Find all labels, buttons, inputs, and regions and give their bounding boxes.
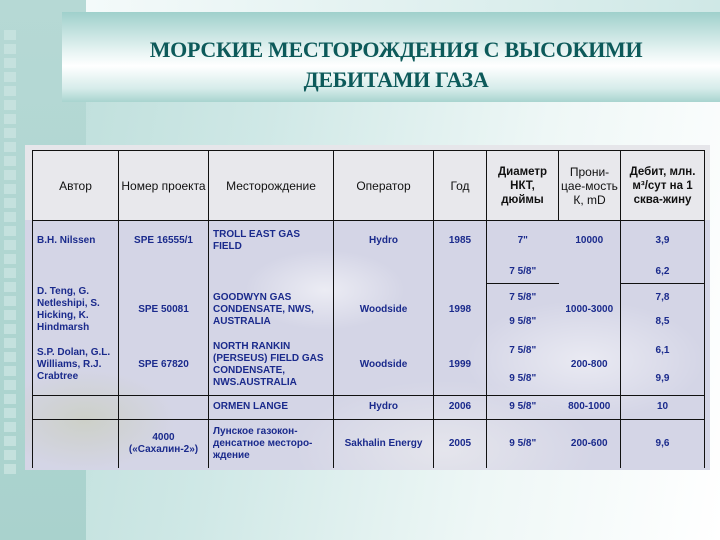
cell-rate: 3,9	[621, 221, 705, 261]
table-header-row	[33, 151, 705, 221]
cell-rate: 8,5	[655, 315, 670, 327]
cell-permeability: 10000	[559, 221, 621, 261]
cell-diameter: 9 5/8"	[487, 419, 559, 468]
cell-rate: 10	[621, 395, 705, 419]
table-row	[33, 283, 705, 336]
cell-author	[33, 419, 119, 468]
header-operator: Оператор	[334, 151, 434, 221]
header-field: Месторождение	[209, 151, 334, 221]
header-permeability: Прони-цае-мость К, mD	[559, 151, 621, 221]
cell-project: SPE 50081	[119, 283, 209, 336]
cell-field: TROLL EAST GAS FIELD	[209, 221, 334, 261]
header-year: Год	[434, 151, 487, 221]
cell-diameter: 7 5/8"	[509, 291, 537, 303]
cell-author: S.P. Dolan, G.L. Williams, R.J. Crabtree	[33, 336, 119, 395]
cell-permeability: 200-800	[559, 336, 621, 395]
cell-operator: Woodside	[334, 283, 434, 336]
cell-author: B.H. Nilssen	[33, 221, 119, 261]
top-band	[86, 0, 720, 12]
cell-year: 2005	[434, 419, 487, 468]
table-row	[33, 336, 705, 395]
cell-diameter: 9 5/8"	[487, 395, 559, 419]
cell-diameter: 7"	[487, 221, 559, 261]
cell-project: SPE 67820	[119, 336, 209, 395]
cell-author	[33, 395, 119, 419]
cell-diameter: 9 5/8"	[509, 373, 537, 385]
header-project: Номер проекта	[119, 151, 209, 221]
cell-project: SPE 16555/1	[119, 221, 209, 261]
cell-year: 1998	[434, 283, 487, 336]
cell-operator: Sakhalin Energy	[334, 419, 434, 468]
cell-field: ORMEN LANGE	[209, 395, 334, 419]
cell-rate: 6,2	[621, 261, 705, 283]
cell-field: NORTH RANKIN (PERSEUS) FIELD GAS CONDENSATE, NWS.AUSTRALIA	[209, 336, 334, 395]
table-row	[33, 419, 705, 468]
cell-project: 4000 («Сахалин-2»)	[119, 419, 209, 468]
header-diameter: Диаметр НКТ, дюймы	[487, 151, 559, 221]
table-subrow	[33, 261, 705, 283]
cell-year: 2006	[434, 395, 487, 419]
cell-operator: Woodside	[334, 336, 434, 395]
cell-operator: Hydro	[334, 395, 434, 419]
cell-field: Лунское газокон-денсатное месторо-ждение	[209, 419, 334, 468]
cell-permeability: 800-1000	[559, 395, 621, 419]
header-rate: Дебит, млн. м³/сут на 1 сква-жину	[621, 151, 705, 221]
cell-rate: 7,8	[655, 291, 670, 303]
cell-diameter: 9 5/8"	[509, 315, 537, 327]
decorative-squares	[4, 30, 22, 474]
slide-title: МОРСКИЕ МЕСТОРОЖДЕНИЯ С ВЫСОКИМИ ДЕБИТАМИ ГАЗА	[149, 37, 643, 92]
cell-author: D. Teng, G. Netleshipi, S. Hicking, K. Hindmarsh	[33, 283, 119, 336]
cell-rate: 9,6	[621, 419, 705, 468]
cell-year: 1999	[434, 336, 487, 395]
table-row	[33, 221, 705, 261]
table-row	[33, 395, 705, 419]
cell-diameter: 7 5/8"	[487, 261, 559, 283]
cell-permeability: 1000-3000	[559, 283, 621, 336]
cell-rate: 9,9	[655, 373, 670, 385]
header-author: Автор	[33, 151, 119, 221]
cell-project	[119, 395, 209, 419]
gas-fields-table	[32, 150, 705, 468]
cell-rate: 6,1	[655, 345, 670, 357]
cell-field: GOODWYN GAS CONDENSATE, NWS, AUSTRALIA	[209, 283, 334, 336]
cell-year: 1985	[434, 221, 487, 261]
cell-diameter: 7 5/8"	[509, 345, 537, 357]
cell-permeability: 200-600	[559, 419, 621, 468]
cell-operator: Hydro	[334, 221, 434, 261]
